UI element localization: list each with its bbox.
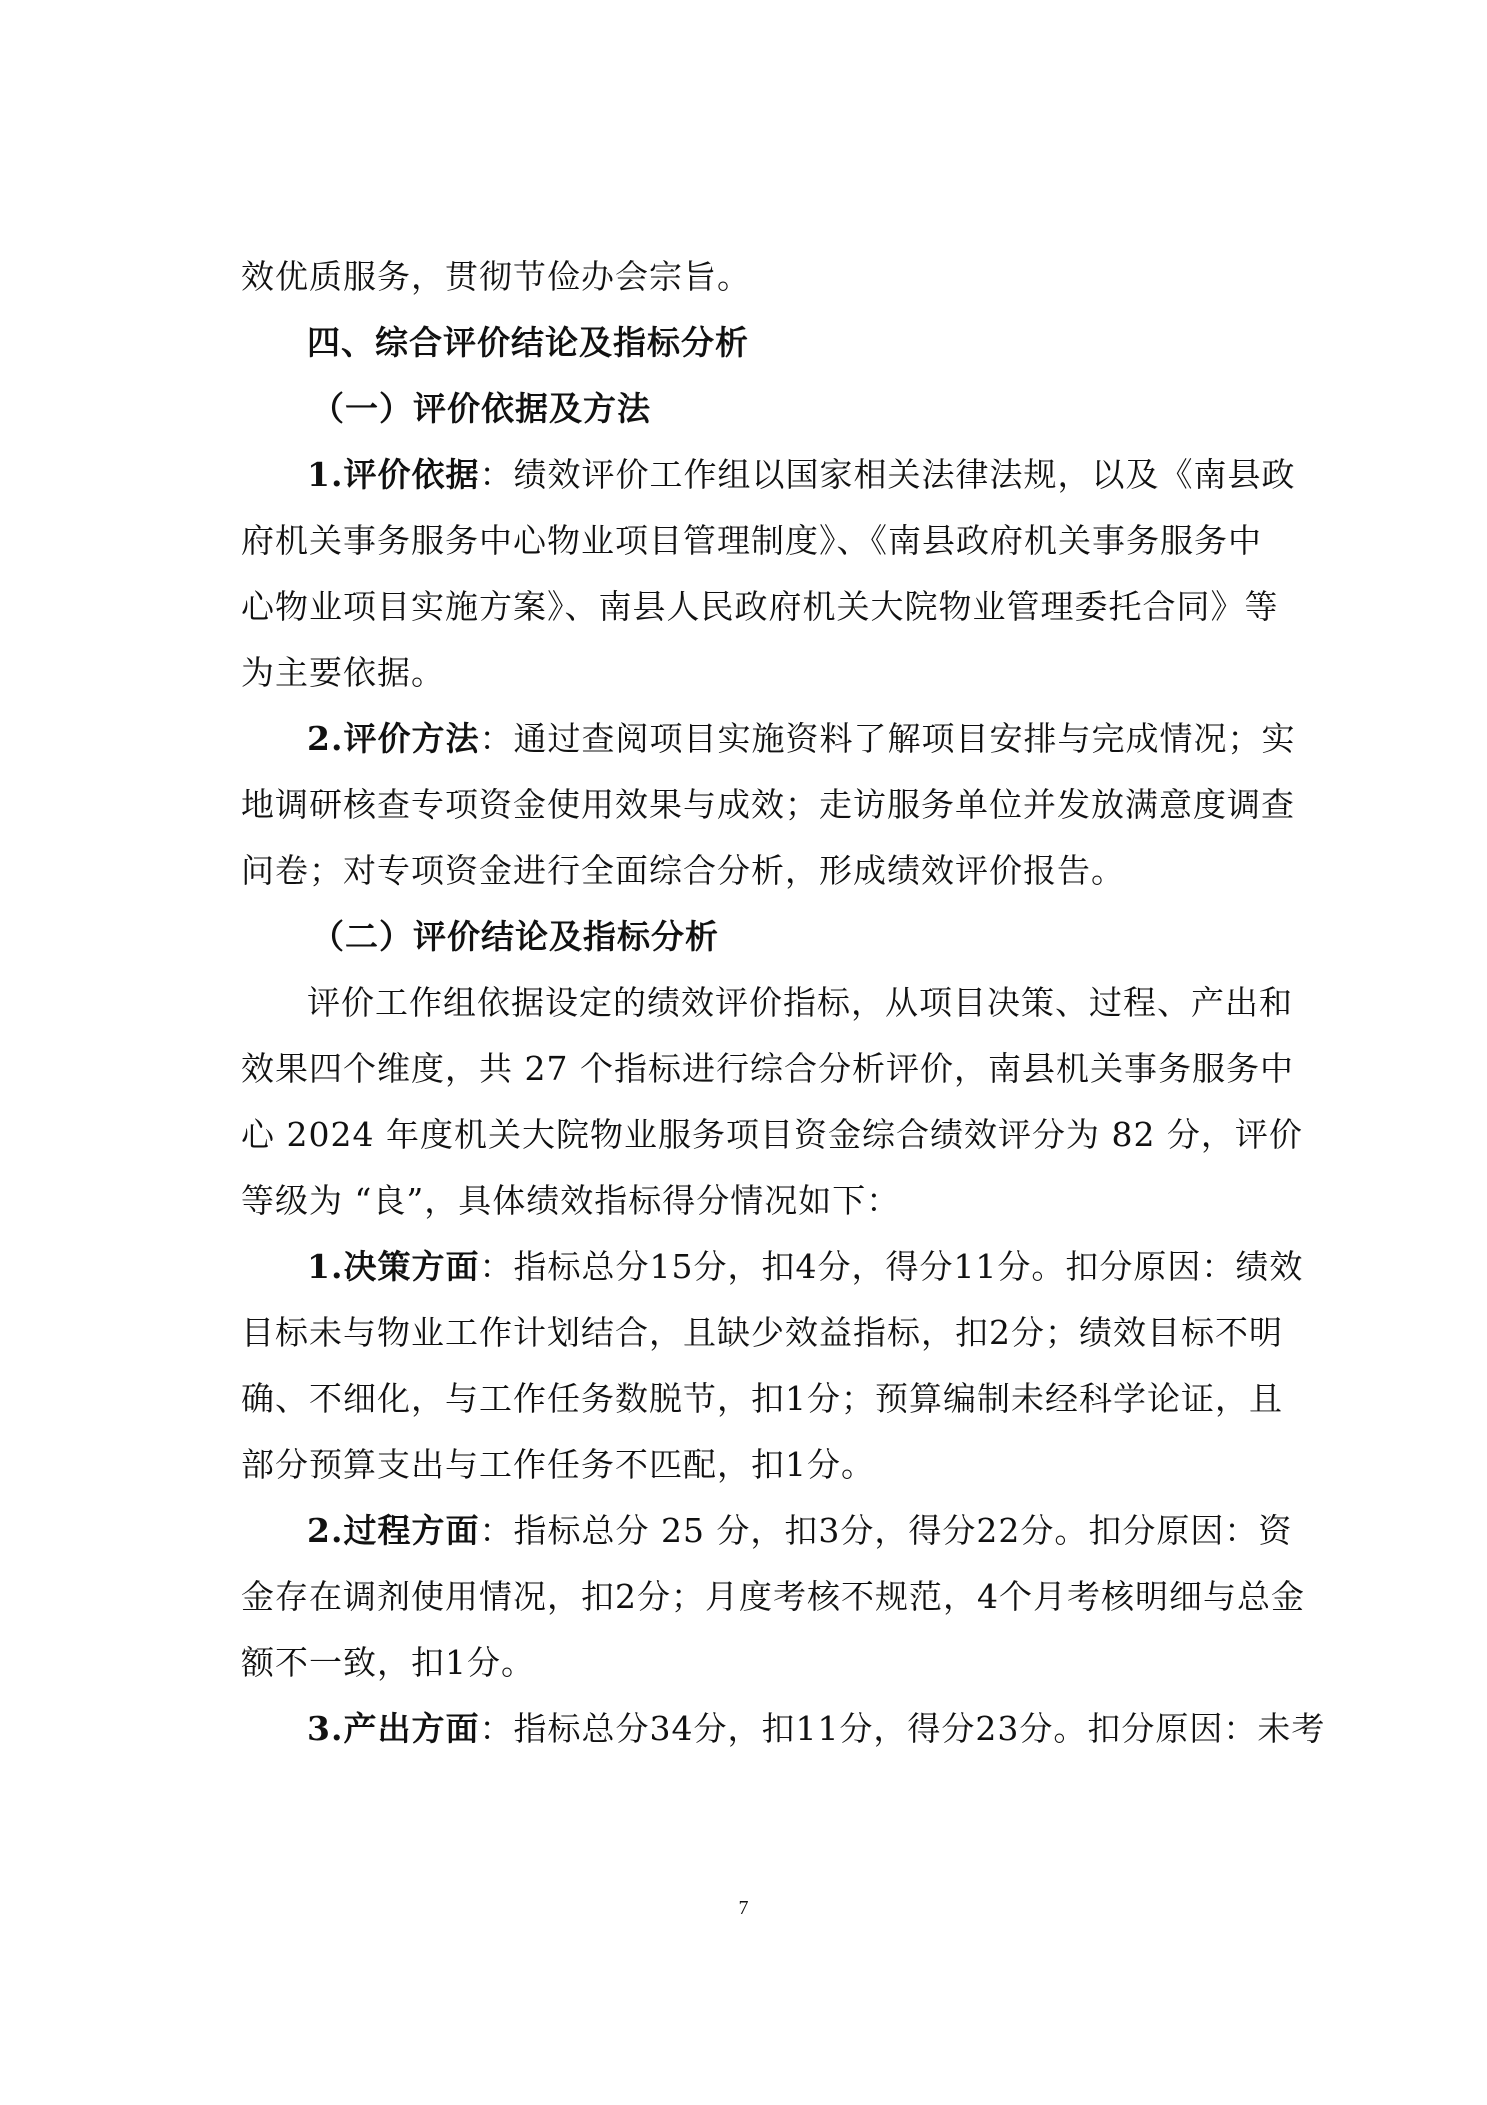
output-lead: 3.产出方面	[307, 1709, 480, 1748]
decision-lead: 1.决策方面	[307, 1247, 480, 1286]
basis-line-1	[307, 455, 1295, 495]
process-line-3: 额不一致，扣1分。	[241, 1643, 535, 1682]
summary-line-2: 效果四个维度，共 27 个指标进行综合分析评价，南县机关事务服务中	[241, 1049, 1294, 1088]
subsection-1-title: （一）评价依据及方法	[311, 389, 651, 428]
basis-line-3: 心物业项目实施方案》、南县人民政府机关大院物业管理委托合同》等	[241, 587, 1279, 626]
process-line-1	[307, 1511, 1292, 1551]
decision-line-1	[307, 1247, 1303, 1287]
section-title: 四、综合评价结论及指标分析	[307, 323, 749, 362]
process-text-1: ：指标总分 25 分，扣3分，得分22分。扣分原因：资	[479, 1511, 1293, 1550]
decision-text-1: ：指标总分15分，扣4分，得分11分。扣分原因：绩效	[479, 1247, 1304, 1286]
intro-tail-line: 效优质服务，贯彻节俭办会宗旨。	[241, 257, 751, 296]
output-text-1: ：指标总分34分，扣11分，得分23分。扣分原因：未考	[479, 1709, 1326, 1748]
method-line-1	[307, 719, 1295, 759]
decision-line-3: 确、不细化，与工作任务数脱节，扣1分；预算编制未经科学论证，且	[241, 1379, 1283, 1418]
basis-lead: 1.评价依据	[307, 455, 480, 494]
process-lead: 2.过程方面	[307, 1511, 480, 1550]
summary-line-3: 心 2024 年度机关大院物业服务项目资金综合绩效评分为 82 分，评价	[241, 1115, 1303, 1154]
output-line-1	[307, 1709, 1325, 1749]
process-line-2: 金存在调剂使用情况，扣2分；月度考核不规范，4个月考核明细与总金	[241, 1577, 1305, 1616]
page-number: 7	[738, 1897, 749, 1919]
subsection-2-title: （二）评价结论及指标分析	[311, 917, 719, 956]
method-text-1: ：通过查阅项目实施资料了解项目安排与完成情况；实	[479, 719, 1296, 758]
method-line-2: 地调研核查专项资金使用效果与成效；走访服务单位并发放满意度调查	[241, 785, 1295, 824]
method-line-3: 问卷；对专项资金进行全面综合分析，形成绩效评价报告。	[241, 851, 1125, 890]
decision-line-2: 目标未与物业工作计划结合，且缺少效益指标，扣2分；绩效目标不明	[241, 1313, 1283, 1352]
summary-line-4: 等级为 “良”，具体绩效指标得分情况如下：	[241, 1181, 901, 1220]
method-lead: 2.评价方法	[307, 719, 480, 758]
basis-line-2: 府机关事务服务中心物业项目管理制度》、《南县政府机关事务服务中	[241, 521, 1262, 560]
basis-line-4: 为主要依据。	[241, 653, 445, 692]
basis-text-1: ：绩效评价工作组以国家相关法律法规，以及《南县政	[479, 455, 1296, 494]
decision-line-4: 部分预算支出与工作任务不匹配，扣1分。	[241, 1445, 875, 1484]
summary-line-1: 评价工作组依据设定的绩效评价指标，从项目决策、过程、产出和	[307, 983, 1293, 1022]
